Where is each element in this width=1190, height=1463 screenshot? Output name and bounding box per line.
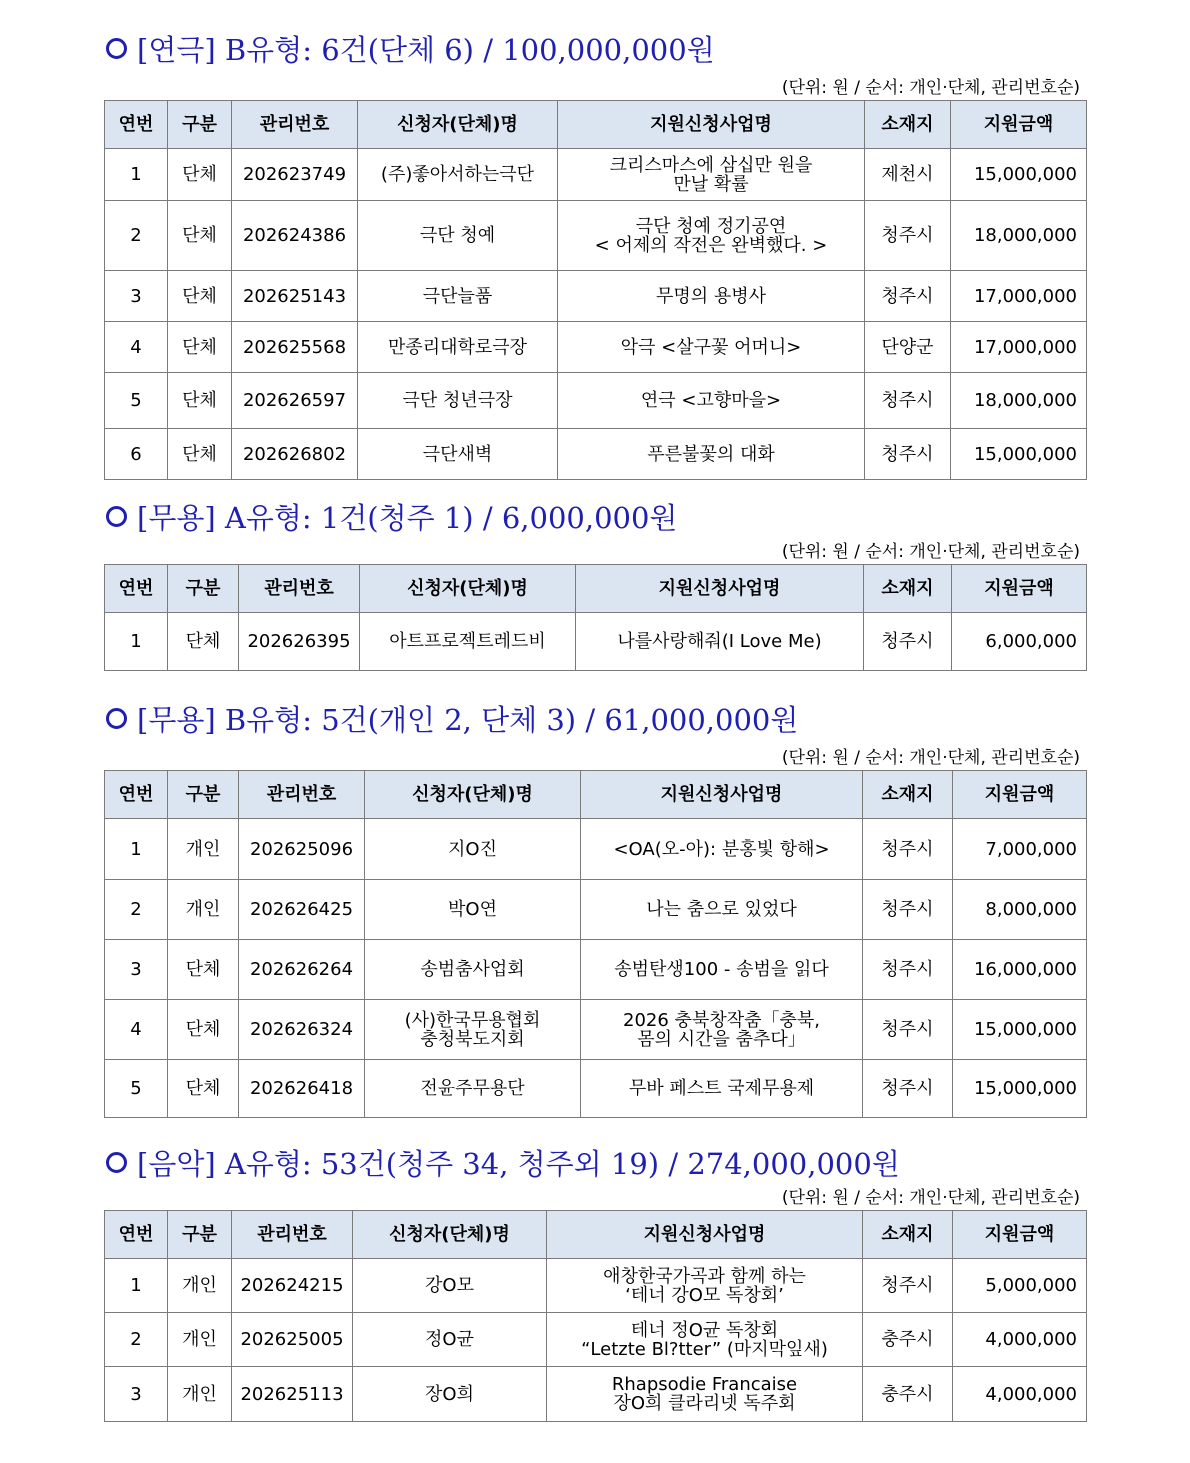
cell-category: 단체: [168, 149, 232, 201]
cell-management-number: 202626425: [239, 880, 365, 940]
header-row-number: 연번: [105, 565, 168, 613]
cell-row-number: 2: [105, 880, 168, 940]
cell-location: 단양군: [865, 322, 951, 373]
cell-location: 청주시: [865, 373, 951, 429]
header-support-amount: 지원금액: [953, 771, 1087, 819]
cell-project-name: <OA(오-아): 분홍빛 항해>: [581, 819, 863, 880]
cell-category: 단체: [168, 1060, 239, 1118]
table-row: [105, 1259, 1087, 1313]
cell-location: 청주시: [863, 1000, 953, 1060]
cell-support-amount: 4,000,000: [953, 1367, 1087, 1422]
cell-row-number: 5: [105, 1060, 168, 1118]
cell-location: 청주시: [863, 819, 953, 880]
cell-support-amount: 5,000,000: [953, 1259, 1087, 1313]
table-row: [105, 201, 1087, 271]
cell-location: 청주시: [863, 1060, 953, 1118]
cell-category: 단체: [168, 271, 232, 322]
table-row: [105, 819, 1087, 880]
circle-bullet-icon: [106, 506, 127, 527]
cell-management-number: 202624215: [232, 1259, 353, 1313]
cell-row-number: 2: [105, 1313, 168, 1367]
cell-project-name: 나는 춤으로 있었다: [581, 880, 863, 940]
cell-location: 청주시: [863, 940, 953, 1000]
cell-support-amount: 15,000,000: [953, 1060, 1087, 1118]
cell-category: 단체: [168, 940, 239, 1000]
table-header: [105, 771, 1087, 819]
unit-note: (단위: 원 / 순서: 개인·단체, 관리번호순): [781, 542, 1080, 562]
header-applicant-name: 신청자(단체)명: [358, 101, 558, 149]
header-row-number: 연번: [105, 101, 168, 149]
cell-row-number: 5: [105, 373, 168, 429]
table-row: [105, 1367, 1087, 1422]
cell-management-number: 202625143: [232, 271, 358, 322]
cell-applicant-name: 극단새벽: [358, 429, 558, 480]
cell-category: 단체: [168, 201, 232, 271]
section-title: [연극] B유형: 6건(단체 6) / 100,000,000원: [104, 30, 715, 70]
circle-bullet-icon: [106, 1152, 127, 1173]
cell-row-number: 3: [105, 271, 168, 322]
data-table: [104, 564, 1087, 671]
header-category: 구분: [168, 565, 239, 613]
cell-management-number: 202626324: [239, 1000, 365, 1060]
cell-row-number: 3: [105, 940, 168, 1000]
cell-location: 청주시: [865, 201, 951, 271]
cell-location: 청주시: [863, 880, 953, 940]
cell-location: 청주시: [864, 613, 952, 671]
cell-management-number: 202626395: [239, 613, 360, 671]
table-row: [105, 322, 1087, 373]
cell-applicant-name: 강O모: [353, 1259, 547, 1313]
table-row: [105, 271, 1087, 322]
cell-support-amount: 17,000,000: [951, 322, 1087, 373]
circle-bullet-icon: [106, 708, 127, 729]
cell-category: 개인: [168, 1259, 232, 1313]
header-location: 소재지: [865, 101, 951, 149]
unit-note: (단위: 원 / 순서: 개인·단체, 관리번호순): [781, 1188, 1080, 1208]
cell-category: 단체: [168, 373, 232, 429]
cell-applicant-name: 극단 청예: [358, 201, 558, 271]
cell-project-name: 송범탄생100 - 송범을 읽다: [581, 940, 863, 1000]
header-management-number: 관리번호: [239, 565, 360, 613]
cell-row-number: 1: [105, 819, 168, 880]
cell-project-name: 극단 청예 정기공연 < 어제의 작전은 완벽했다. >: [558, 201, 865, 271]
cell-row-number: 1: [105, 149, 168, 201]
table-row: [105, 1313, 1087, 1367]
cell-management-number: 202626264: [239, 940, 365, 1000]
cell-management-number: 202626418: [239, 1060, 365, 1118]
header-project-name: 지원신청사업명: [581, 771, 863, 819]
cell-applicant-name: 아트프로젝트레드비: [360, 613, 576, 671]
table-row: [105, 1000, 1087, 1060]
table-row: [105, 880, 1087, 940]
table-row: [105, 373, 1087, 429]
cell-category: 개인: [168, 880, 239, 940]
cell-row-number: 1: [105, 1259, 168, 1313]
cell-support-amount: 18,000,000: [951, 201, 1087, 271]
header-applicant-name: 신청자(단체)명: [360, 565, 576, 613]
header-support-amount: 지원금액: [951, 101, 1087, 149]
cell-project-name: 연극 <고향마을>: [558, 373, 865, 429]
header-applicant-name: 신청자(단체)명: [365, 771, 581, 819]
cell-applicant-name: 지O진: [365, 819, 581, 880]
cell-management-number: 202625005: [232, 1313, 353, 1367]
header-project-name: 지원신청사업명: [558, 101, 865, 149]
cell-project-name: 크리스마스에 삼십만 원을 만날 확률: [558, 149, 865, 201]
circle-bullet-icon: [106, 38, 127, 59]
cell-management-number: 202625568: [232, 322, 358, 373]
table-row: [105, 149, 1087, 201]
header-management-number: 관리번호: [239, 771, 365, 819]
header-project-name: 지원신청사업명: [576, 565, 864, 613]
cell-applicant-name: 정O균: [353, 1313, 547, 1367]
cell-category: 단체: [168, 613, 239, 671]
cell-applicant-name: 극단 청년극장: [358, 373, 558, 429]
unit-note: (단위: 원 / 순서: 개인·단체, 관리번호순): [781, 748, 1080, 768]
header-support-amount: 지원금액: [953, 1211, 1087, 1259]
cell-applicant-name: 만종리대학로극장: [358, 322, 558, 373]
cell-support-amount: 15,000,000: [951, 429, 1087, 480]
cell-project-name: 푸른불꽃의 대화: [558, 429, 865, 480]
cell-support-amount: 18,000,000: [951, 373, 1087, 429]
cell-support-amount: 15,000,000: [953, 1000, 1087, 1060]
cell-applicant-name: 박O연: [365, 880, 581, 940]
cell-location: 청주시: [865, 271, 951, 322]
table-body: [105, 1259, 1087, 1422]
data-table: [104, 100, 1087, 480]
header-category: 구분: [168, 101, 232, 149]
cell-category: 단체: [168, 322, 232, 373]
cell-category: 개인: [168, 1367, 232, 1422]
table-header: [105, 1211, 1087, 1259]
header-applicant-name: 신청자(단체)명: [353, 1211, 547, 1259]
unit-note: (단위: 원 / 순서: 개인·단체, 관리번호순): [781, 78, 1080, 98]
section-title: [무용] B유형: 5건(개인 2, 단체 3) / 61,000,000원: [104, 700, 798, 740]
header-row-number: 연번: [105, 771, 168, 819]
table-header: [105, 101, 1087, 149]
cell-location: 청주시: [863, 1259, 953, 1313]
data-table: [104, 1210, 1087, 1422]
table-row: [105, 940, 1087, 1000]
cell-location: 제천시: [865, 149, 951, 201]
cell-project-name: Rhapsodie Francaise 장O희 클라리넷 독주회: [547, 1367, 863, 1422]
cell-row-number: 4: [105, 322, 168, 373]
header-management-number: 관리번호: [232, 1211, 353, 1259]
cell-applicant-name: 극단늘품: [358, 271, 558, 322]
header-location: 소재지: [863, 771, 953, 819]
cell-row-number: 2: [105, 201, 168, 271]
cell-management-number: 202625113: [232, 1367, 353, 1422]
cell-category: 단체: [168, 429, 232, 480]
cell-applicant-name: 장O희: [353, 1367, 547, 1422]
cell-category: 개인: [168, 1313, 232, 1367]
cell-support-amount: 15,000,000: [951, 149, 1087, 201]
cell-management-number: 202624386: [232, 201, 358, 271]
cell-row-number: 3: [105, 1367, 168, 1422]
header-location: 소재지: [863, 1211, 953, 1259]
cell-applicant-name: (사)한국무용협회 충청북도지회: [365, 1000, 581, 1060]
cell-support-amount: 4,000,000: [953, 1313, 1087, 1367]
cell-row-number: 1: [105, 613, 168, 671]
section-title: [무용] A유형: 1건(청주 1) / 6,000,000원: [104, 498, 677, 538]
table-row: [105, 429, 1087, 480]
cell-project-name: 테너 정O균 독창회 “Letzte Bl?tter” (마지막잎새): [547, 1313, 863, 1367]
cell-support-amount: 17,000,000: [951, 271, 1087, 322]
cell-location: 충주시: [863, 1313, 953, 1367]
header-project-name: 지원신청사업명: [547, 1211, 863, 1259]
cell-row-number: 4: [105, 1000, 168, 1060]
cell-project-name: 무명의 용병사: [558, 271, 865, 322]
cell-management-number: 202626802: [232, 429, 358, 480]
cell-project-name: 애창한국가곡과 함께 하는 ‘테너 강O모 독창회’: [547, 1259, 863, 1313]
cell-category: 단체: [168, 1000, 239, 1060]
cell-support-amount: 7,000,000: [953, 819, 1087, 880]
cell-management-number: 202626597: [232, 373, 358, 429]
table-row: [105, 613, 1087, 671]
header-location: 소재지: [864, 565, 952, 613]
data-table: [104, 770, 1087, 1118]
table-body: [105, 149, 1087, 480]
header-row-number: 연번: [105, 1211, 168, 1259]
table-body: [105, 819, 1087, 1118]
cell-support-amount: 6,000,000: [952, 613, 1087, 671]
section-title: [음악] A유형: 53건(청주 34, 청주외 19) / 274,000,000원: [104, 1144, 900, 1184]
header-management-number: 관리번호: [232, 101, 358, 149]
header-support-amount: 지원금액: [952, 565, 1087, 613]
cell-category: 개인: [168, 819, 239, 880]
table-header: [105, 565, 1087, 613]
cell-applicant-name: 전윤주무용단: [365, 1060, 581, 1118]
table-body: [105, 613, 1087, 671]
cell-support-amount: 16,000,000: [953, 940, 1087, 1000]
cell-project-name: 나를사랑해줘(I Love Me): [576, 613, 864, 671]
cell-project-name: 무바 페스트 국제무용제: [581, 1060, 863, 1118]
cell-support-amount: 8,000,000: [953, 880, 1087, 940]
cell-row-number: 6: [105, 429, 168, 480]
cell-project-name: 악극 <살구꽃 어머니>: [558, 322, 865, 373]
cell-applicant-name: (주)좋아서하는극단: [358, 149, 558, 201]
cell-project-name: 2026 충북창작춤「충북, 몸의 시간을 춤추다」: [581, 1000, 863, 1060]
table-row: [105, 1060, 1087, 1118]
cell-management-number: 202625096: [239, 819, 365, 880]
header-category: 구분: [168, 771, 239, 819]
cell-location: 충주시: [863, 1367, 953, 1422]
cell-management-number: 202623749: [232, 149, 358, 201]
cell-location: 청주시: [865, 429, 951, 480]
cell-applicant-name: 송범춤사업회: [365, 940, 581, 1000]
header-category: 구분: [168, 1211, 232, 1259]
